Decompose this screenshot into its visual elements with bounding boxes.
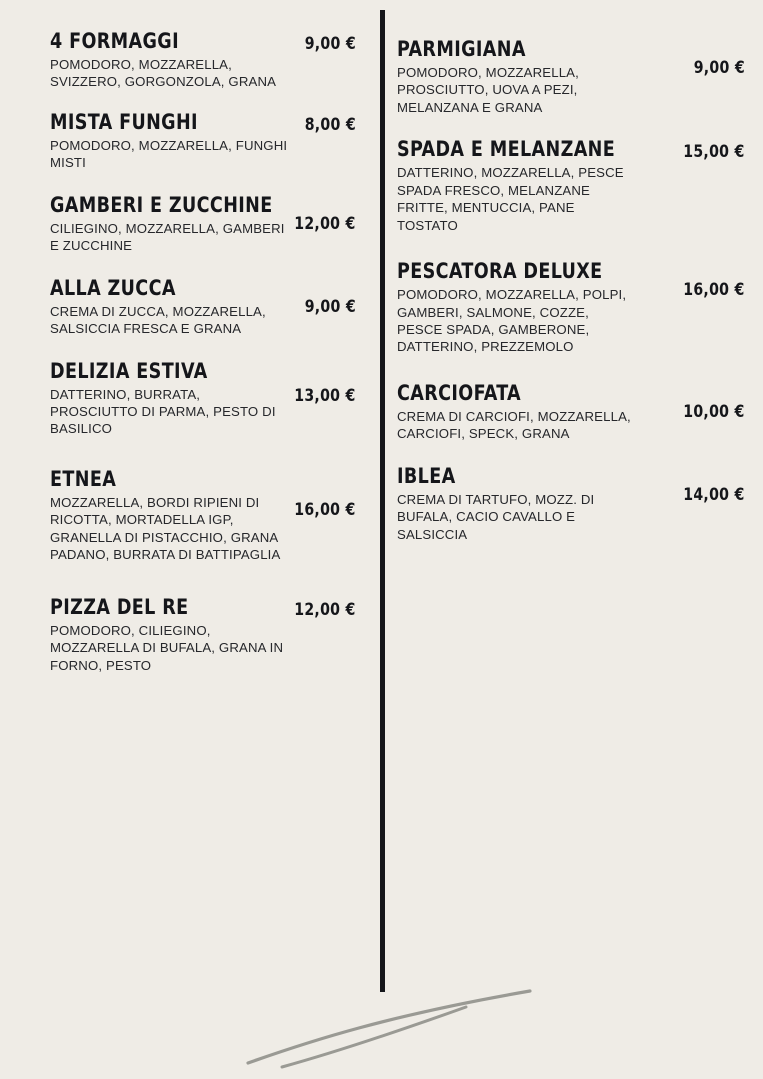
- menu-item: [397, 38, 745, 116]
- menu-item-name: 4 FORMAGGI: [50, 29, 179, 53]
- menu-item-description: CILIEGINO, MOZZARELLA, GAMBERI E ZUCCHINE: [50, 220, 285, 254]
- menu-item-price: 16,00 €: [683, 280, 745, 300]
- menu-item-description: POMODORO, CILIEGINO, MOZZARELLA DI BUFALA, GRANA IN FORNO, PESTO: [50, 622, 284, 673]
- menu-item-description: CREMA DI ZUCCA, MOZZARELLA, SALSICCIA FRESCA E GRANA: [50, 303, 266, 337]
- menu-item-description: DATTERINO, BURRATA, PROSCIUTTO DI PARMA, PESTO DI BASILICO: [50, 386, 276, 437]
- menu-item-text: [50, 360, 291, 438]
- menu-item-text: [397, 465, 632, 543]
- menu-item-price: 14,00 €: [683, 484, 745, 504]
- menu-item: [50, 30, 356, 91]
- menu-item-text: [50, 277, 300, 338]
- menu-item-description: CREMA DI CARCIOFI, MOZZARELLA, CARCIOFI, SPECK, GRANA: [397, 408, 631, 442]
- menu-item-name: MISTA FUNGHI: [50, 109, 198, 134]
- menu-item-name: SPADA E MELANZANE: [397, 137, 616, 162]
- menu-item-name: PIZZA DEL RE: [50, 594, 189, 619]
- menu-item: [50, 596, 356, 674]
- menu-item: [50, 468, 356, 564]
- menu-item-price: 15,00 €: [683, 142, 745, 162]
- menu-item-price: 16,00 €: [294, 499, 356, 519]
- menu-item-price: 9,00 €: [304, 34, 356, 53]
- menu-item-text: [397, 138, 632, 234]
- menu-item-description: MOZZARELLA, BORDI RIPIENI DI RICOTTA, MORTADELLA IGP, GRANELLA DI PISTACCHIO, GRANA PADANO, BURRATA DI BATTIPAGLIA: [50, 494, 281, 563]
- menu-item-description: POMODORO, MOZZARELLA, FUNGHI MISTI: [50, 137, 288, 171]
- menu-item-name: CARCIOFATA: [397, 380, 522, 405]
- menu-item-name: PARMIGIANA: [397, 37, 526, 61]
- menu-item: [397, 138, 745, 234]
- menu-item: [50, 111, 356, 172]
- menu-item-name: GAMBERI E ZUCCHINE: [50, 192, 273, 217]
- menu-item-price: 10,00 €: [683, 401, 745, 421]
- menu-item-price: 13,00 €: [294, 385, 356, 405]
- menu-item-text: [50, 194, 291, 255]
- menu-item-description: DATTERINO, MOZZARELLA, PESCE SPADA FRESCO, MELANZANE FRITTE, MENTUCCIA, PANE TOSTATO: [397, 165, 624, 233]
- menu-item-name: DELIZIA ESTIVA: [50, 358, 208, 383]
- menu-item: [397, 465, 745, 543]
- menu-item: [50, 277, 356, 338]
- menu-item-description: POMODORO, MOZZARELLA, POLPI, GAMBERI, SALMONE, COZZE, PESCE SPADA, GAMBERONE, DATTERINO, PREZZEMOLO: [397, 287, 627, 355]
- menu-item-text: [50, 111, 300, 172]
- menu-item-price: 12,00 €: [294, 599, 356, 619]
- menu-item-text: [50, 468, 291, 564]
- menu-item: [397, 260, 745, 356]
- menu-item-name: ALLA ZUCCA: [50, 275, 176, 300]
- menu-item-text: [50, 30, 300, 91]
- menu-item: [50, 194, 356, 255]
- menu-item: [50, 360, 356, 438]
- menu-item-description: POMODORO, MOZZARELLA, PROSCIUTTO, UOVA A PEZI, MELANZANA E GRANA: [397, 65, 579, 115]
- menu-item-description: POMODORO, MOZZARELLA, SVIZZERO, GORGONZOLA, GRANA: [50, 57, 277, 90]
- menu-item-price: 12,00 €: [294, 213, 356, 233]
- menu-item-name: ETNEA: [50, 466, 117, 491]
- menu-left-column: [0, 0, 380, 692]
- menu-item-text: [50, 596, 291, 674]
- decorative-scribble-icon: [240, 989, 560, 1069]
- menu-item-name: IBLEA: [397, 463, 456, 488]
- menu-item-description: CREMA DI TARTUFO, MOZZ. DI BUFALA, CACIO CAVALLO E SALSICCIA: [397, 491, 595, 542]
- menu-item-price: 8,00 €: [304, 114, 356, 134]
- menu-right-column: [385, 0, 763, 565]
- menu-item-text: [397, 260, 632, 356]
- menu-item-name: PESCATORA DELUXE: [397, 259, 603, 284]
- menu-item-text: [397, 38, 632, 116]
- menu-item-text: [397, 382, 632, 443]
- menu-item-price: 9,00 €: [693, 58, 745, 77]
- menu-item: [397, 382, 745, 443]
- menu-item-price: 9,00 €: [304, 296, 356, 316]
